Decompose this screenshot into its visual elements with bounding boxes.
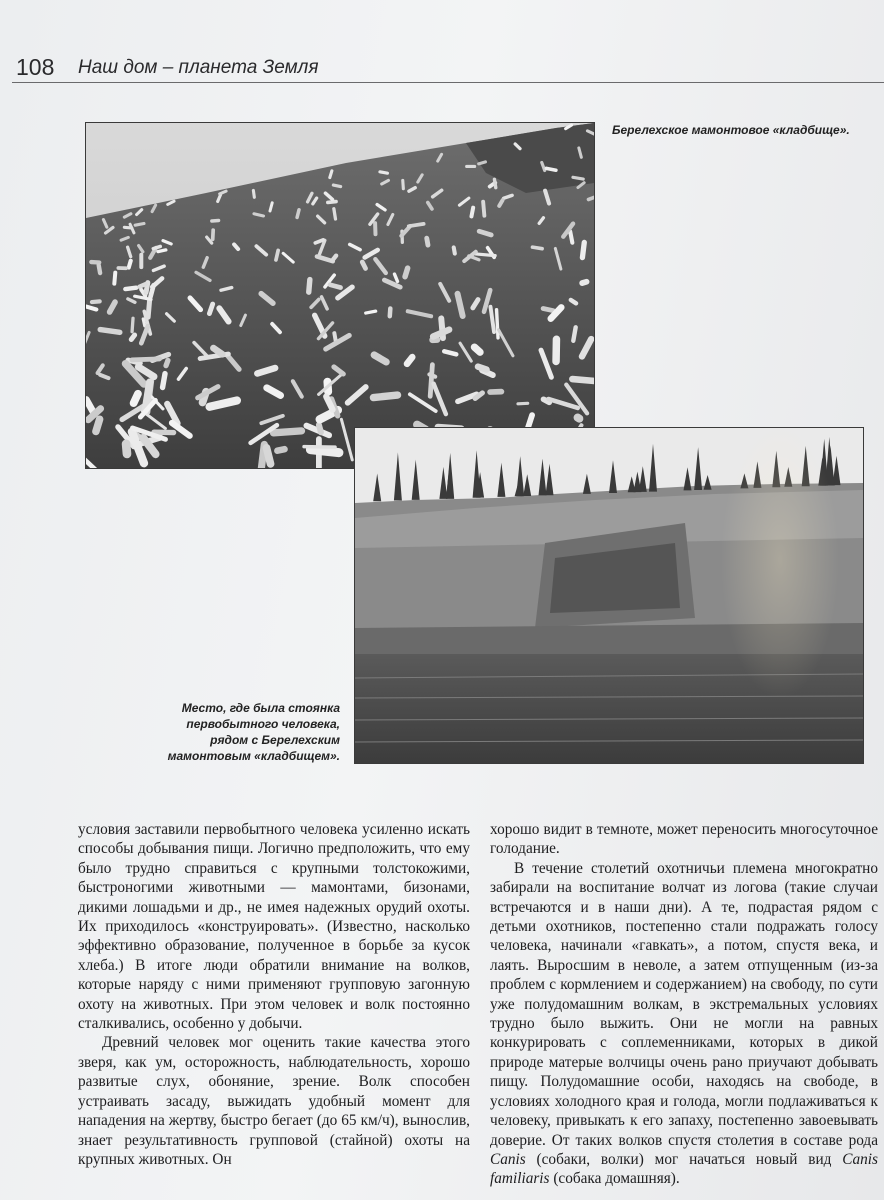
text-run: (собака домашняя). [549,1170,680,1188]
paragraph [490,859,878,1189]
running-title: Наш дом – планета Земля [78,57,319,78]
page-header [12,50,884,88]
caption-camp-site: Место, где была стоянка первобытного человека, рядом с Берелехским мамонтовым «кладбищем». [167,701,340,763]
header-rule [12,82,884,83]
text-run: (собаки, волки) мог начаться новый вид [525,1150,843,1168]
latin-genus: Canis [490,1150,526,1168]
text-column-left [78,820,470,1169]
paragraph: Древний человек мог оценить такие качества этого зверя, как ум, осторожность, наблюдательность, хорошо развитые слух, обоняние, зрение. Волк способен устраивать засаду, выжидать удобный момент для нападения на жертву, быстро бегает (до 65 км/ч), вынослив, знает результативность групповой (стайной) охоты на крупных животных. Он [78,1034,470,1168]
page-number: 108 [16,54,55,80]
latin-species: Canis familiaris [490,1150,878,1188]
caption-mammoth-cemetery: Берелехское мамонтовое «кладбище». [612,123,850,137]
paragraph: условия заставили первобытного человека усиленно искать способы добывания пищи. Логично предположить, что ему было трудно справиться с крупными толстокожими, быстроногими животными — мамонтами, бизонами, дикими лошадьми и др., не имея надежных орудий охоты. Их приходилось «конструировать». (Известно, насколько эффективно образование, полученное в борьбе за кусок хлеба.) В итоге люди обратили внимание на волков, которые наряду с ними применяют групповую загонную охоту на животных. При этом человек и волк постоянно сталкивались, особенно у добычи. [78,821,470,1033]
photo-camp-site [354,427,864,764]
text-column-right [490,820,878,1189]
paragraph: хорошо видит в темноте, может переносить многосуточное голодание. [490,821,878,858]
photo-mammoth-bones [85,122,595,469]
text-run: В течение столетий охотничьи племена многократно забирали на воспитание волчат из логова (такие случаи встречаются и в наши дни). А те, подрастая рядом с детьми охотников, постепенно стали подражать голосу человека, начинали «гавкать», а потом, спустя века, и лаять. Выросшим в неволе, а затем отпущенным (из-за проблем с кормлением и содержанием) на свободу, по сути уже полудомашним волкам, в экстремальных условиях трудно было выжить. Они не могли на равных конкурировать с соплеменниками, которых в дикой природе матерые волчицы очень рано приучают добывать пищу. Полудомашние особи, находясь на свободе, в условиях холодного края и голода, могли подлаживаться к человеку, привыкать к его запаху, постепенно завоевывать доверие. От таких волков спустя столетия в составе рода [490,859,878,1149]
